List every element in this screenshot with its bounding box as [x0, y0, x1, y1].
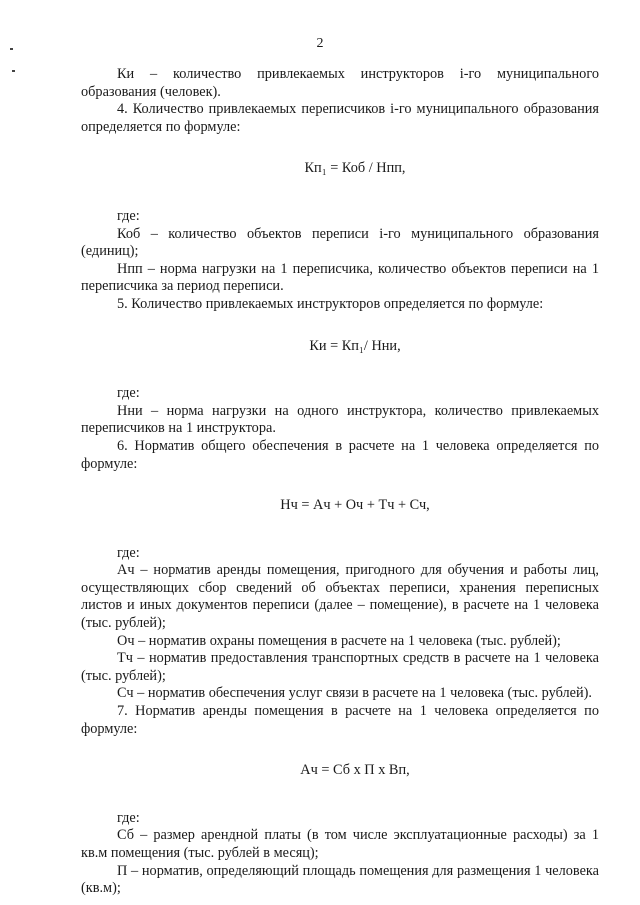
paragraph-item-7: 7. Норматив аренды помещения в расчете на 1 человека определяется по формуле: [81, 703, 599, 737]
paragraph-p-definition: П – норматив, определяющий площадь помещения для размещения 1 человека (кв.м); [81, 862, 599, 897]
paragraph-item-5: 5. Количество привлекаемых инструкторов определяется по формуле: [117, 295, 544, 312]
paragraph-npp-definition: Нпп – норма нагрузки на 1 переписчика, количество объектов переписи на 1 переписчика за период переписи. [81, 260, 599, 295]
paragraph-nni-definition: Нни – норма нагрузки на одного инструктора, количество привлекаемых переписчиков на 1 инструктора. [81, 402, 599, 437]
scan-mark [12, 70, 15, 72]
paragraph-ki-definition: Ки – количество привлекаемых инструкторов i-го муниципального образования (человек). [81, 66, 599, 100]
where-label: где: [117, 385, 140, 402]
paragraph-item-4: 4. Количество привлекаемых переписчиков i-го муниципального образования определяется по формуле: [81, 101, 599, 135]
paragraph-och-definition: Оч – норматив охраны помещения в расчете на 1 человека (тыс. рублей); [117, 632, 561, 649]
page-number: 2 [316, 36, 324, 51]
formula-ach: Ач = Сб х П х Вп, [300, 762, 410, 779]
where-label: где: [117, 544, 140, 561]
paragraph-item-6: 6. Норматив общего обеспечения в расчете на 1 человека определяется по формуле: [81, 437, 599, 472]
paragraph-tch-definition: Тч – норматив предоставления транспортных средств в расчете на 1 человека (тыс. рублей); [81, 650, 599, 684]
formula-ki: Ки = Кп₁/ Нни, [309, 337, 401, 354]
paragraph-kob-definition: Коб – количество объектов переписи i-го муниципального образования (единиц); [81, 225, 599, 260]
paragraph-ach-definition: Ач – норматив аренды помещения, пригодного для обучения и работы лиц, осуществляющих сбор сведений об объектах переписи, хранения переписных листов и иных документов переписи (далее – помещение), в расчете на 1 человека (тыс. рублей); [81, 562, 599, 632]
where-label: где: [117, 809, 140, 826]
where-label: где: [117, 207, 140, 224]
document-body [81, 66, 599, 898]
formula-kp: Кп₁ = Коб / Нпп, [304, 160, 406, 177]
formula-nch: Нч = Ач + Оч + Тч + Сч, [280, 497, 430, 514]
paragraph-sb-definition: Сб – размер арендной платы (в том числе эксплуатационные расходы) за 1 кв.м помещения (тыс. рублей в месяц); [81, 827, 599, 861]
paragraph-sch-definition: Сч – норматив обеспечения услуг связи в расчете на 1 человека (тыс. рублей). [117, 685, 592, 702]
